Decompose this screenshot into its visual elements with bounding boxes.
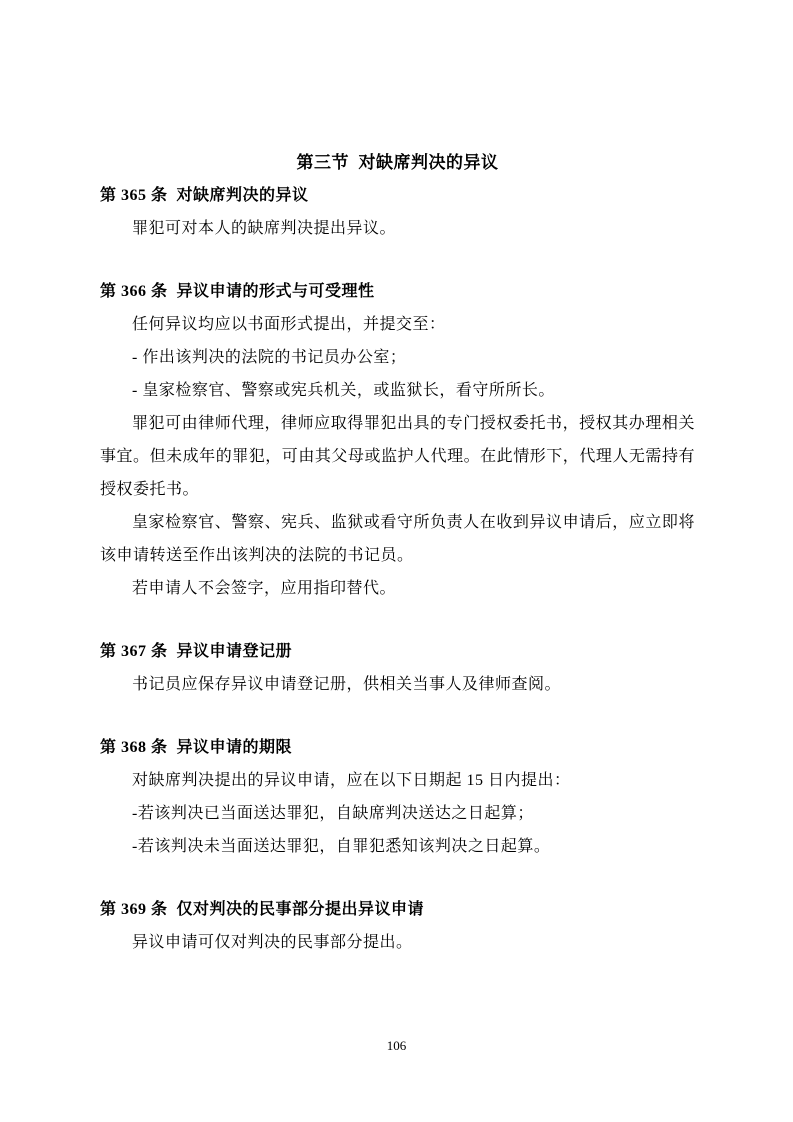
article-paragraph: 书记员应保存异议申请登记册，供相关当事人及律师查阅。 — [132, 676, 562, 693]
article — [100, 731, 695, 863]
articles-list — [100, 179, 695, 959]
article-paragraph: 任何异议均应以书面形式提出，并提交至： — [132, 316, 446, 333]
article-heading: 第 369 条 仅对判决的民事部分提出异议申请 — [100, 901, 425, 918]
article — [100, 275, 695, 605]
article-paragraph: -若该判决未当面送达罪犯，自罪犯悉知该判决之日起算。 — [132, 838, 551, 855]
article-paragraph: 对缺席判决提出的异议申请，应在以下日期起 15 日内提出： — [132, 772, 571, 789]
article-body — [100, 926, 695, 959]
article-body — [100, 308, 695, 605]
article-body — [100, 668, 695, 701]
article-paragraph: 罪犯可对本人的缺席判决提出异议。 — [132, 220, 397, 237]
article-paragraph: 罪犯可由律师代理，律师应取得罪犯出具的专门授权委托书，授权其办理相关事宜。但未成年的罪犯，可由其父母或监护人代理。在此情形下，代理人无需持有授权委托书。 — [100, 415, 695, 498]
article — [100, 635, 695, 701]
article-heading: 第 368 条 异议申请的期限 — [100, 739, 293, 756]
article-heading: 第 367 条 异议申请登记册 — [100, 643, 293, 660]
article — [100, 893, 695, 959]
article-paragraph: 若申请人不会签字，应用指印替代。 — [132, 580, 397, 597]
article-body — [100, 764, 695, 863]
article-paragraph: - 皇家检察官、警察或宪兵机关，或监狱长，看守所所长。 — [132, 382, 555, 399]
article-paragraph: 皇家检察官、警察、宪兵、监狱或看守所负责人在收到异议申请后，应立即将该申请转送至作出该判决的法院的书记员。 — [100, 514, 695, 564]
page-number: 106 — [386, 1038, 407, 1053]
article-body — [100, 212, 695, 245]
article-paragraph: -若该判决已当面送达罪犯，自缺席判决送达之日起算； — [132, 805, 534, 822]
article-paragraph: - 作出该判决的法院的书记员办公室； — [132, 349, 407, 366]
article-heading: 第 365 条 对缺席判决的异议 — [100, 187, 309, 204]
article-paragraph: 异议申请可仅对判决的民事部分提出。 — [132, 934, 413, 951]
section-title: 第三节 对缺席判决的异议 — [296, 153, 499, 172]
article-heading: 第 366 条 异议申请的形式与可受理性 — [100, 283, 375, 300]
document-content — [100, 146, 695, 959]
article — [100, 179, 695, 245]
